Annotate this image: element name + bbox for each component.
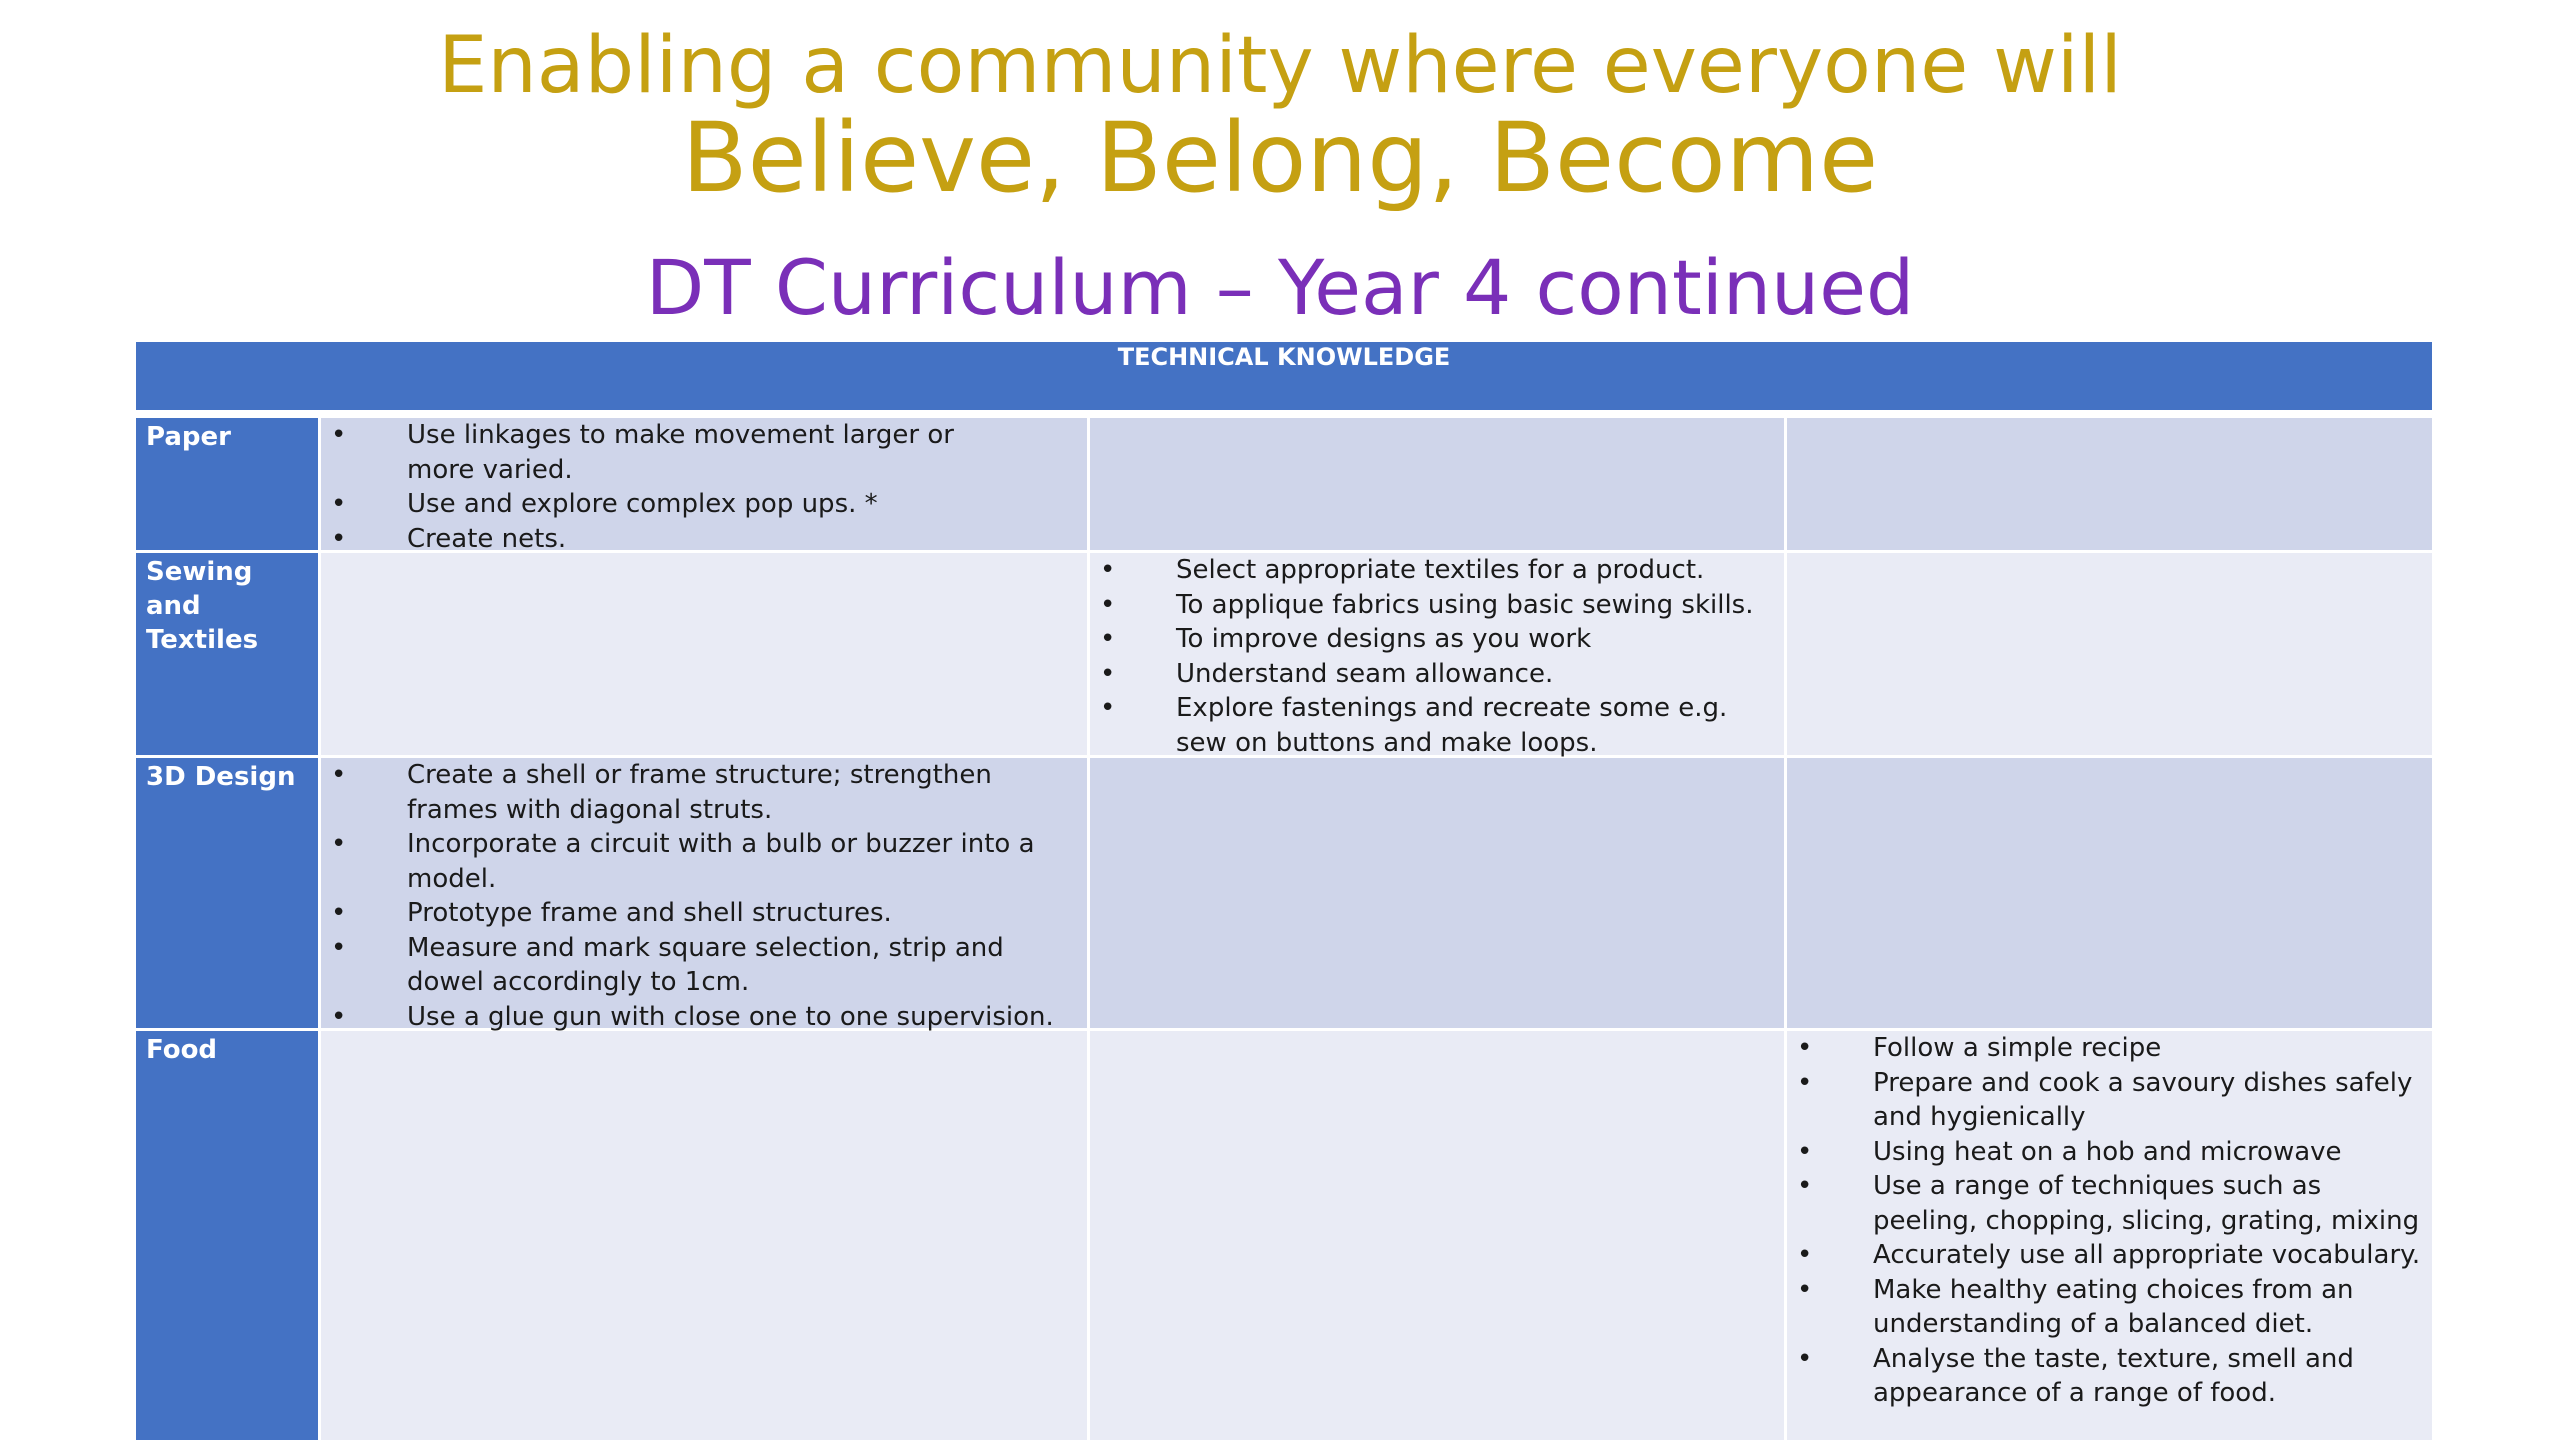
list-item: • Measure and mark square selection, strip and dowel accordingly to 1cm. bbox=[321, 931, 1087, 1000]
paper-col2-cell bbox=[1090, 418, 1784, 550]
list-item: • Explore fastenings and recreate some e.g. sew on buttons and make loops. bbox=[1090, 691, 1784, 760]
list-item: • Incorporate a circuit with a bulb or buzzer into a model. bbox=[321, 827, 1087, 896]
list-item: • To applique fabrics using basic sewing skills. bbox=[1090, 588, 1784, 623]
motto-line-2: Believe, Belong, Become bbox=[681, 102, 1879, 214]
list-item: • Understand seam allowance. bbox=[1090, 657, 1784, 692]
list-item: • Prepare and cook a savoury dishes safely and hygienically bbox=[1787, 1066, 2432, 1135]
paper-col3-cell bbox=[1787, 418, 2432, 550]
food-col3-list bbox=[1787, 1031, 2432, 1411]
list-item: • Create nets. bbox=[321, 522, 1087, 557]
sewing-col2-cell bbox=[1090, 553, 1784, 758]
paper-col1-list bbox=[321, 418, 1087, 556]
sewing-col2-list bbox=[1090, 553, 1784, 760]
list-item: • Use a glue gun with close one to one supervision. bbox=[321, 1000, 1087, 1035]
list-item: • Create a shell or frame structure; strengthen frames with diagonal struts. bbox=[321, 758, 1087, 827]
list-item: • Use and explore complex pop ups. * bbox=[321, 487, 1087, 522]
table-banner bbox=[136, 342, 2432, 410]
motto-line-1: Enabling a community where everyone will bbox=[438, 21, 2122, 111]
design-col1-cell bbox=[321, 758, 1087, 1032]
design-col2-cell bbox=[1090, 758, 1784, 1028]
food-col2-cell bbox=[1090, 1031, 1784, 1440]
list-item: • To improve designs as you work bbox=[1090, 622, 1784, 657]
list-item: • Use a range of techniques such as peeling, chopping, slicing, grating, mixing bbox=[1787, 1169, 2432, 1238]
list-item: • Accurately use all appropriate vocabulary. bbox=[1787, 1238, 2432, 1273]
list-item: • Follow a simple recipe bbox=[1787, 1031, 2432, 1066]
row-label-paper: Paper bbox=[136, 418, 318, 550]
list-item: • Select appropriate textiles for a product. bbox=[1090, 553, 1784, 588]
row-label-sewing-textiles: Sewing and Textiles bbox=[136, 553, 318, 755]
design-col1-list bbox=[321, 758, 1087, 1034]
list-item: • Analyse the taste, texture, smell and appearance of a range of food. bbox=[1787, 1342, 2432, 1411]
curriculum-table bbox=[136, 342, 2432, 1440]
paper-col1-cell bbox=[321, 418, 1087, 554]
sewing-col1-cell bbox=[321, 553, 1087, 755]
sewing-col3-cell bbox=[1787, 553, 2432, 755]
design-col3-cell bbox=[1787, 758, 2432, 1028]
food-col1-cell bbox=[321, 1031, 1087, 1440]
list-item: • Use linkages to make movement larger or more varied. bbox=[321, 418, 1087, 487]
table-banner-label: TECHNICAL KNOWLEDGE bbox=[1117, 343, 1451, 371]
list-item: • Using heat on a hob and microwave bbox=[1787, 1135, 2432, 1170]
list-item: • Make healthy eating choices from an understanding of a balanced diet. bbox=[1787, 1273, 2432, 1342]
row-label-food: Food bbox=[136, 1031, 318, 1440]
row-label-3d-design: 3D Design bbox=[136, 758, 318, 1028]
list-item: • Prototype frame and shell structures. bbox=[321, 896, 1087, 931]
food-col3-cell bbox=[1787, 1031, 2432, 1440]
page-title: DT Curriculum – Year 4 continued bbox=[645, 243, 1915, 332]
